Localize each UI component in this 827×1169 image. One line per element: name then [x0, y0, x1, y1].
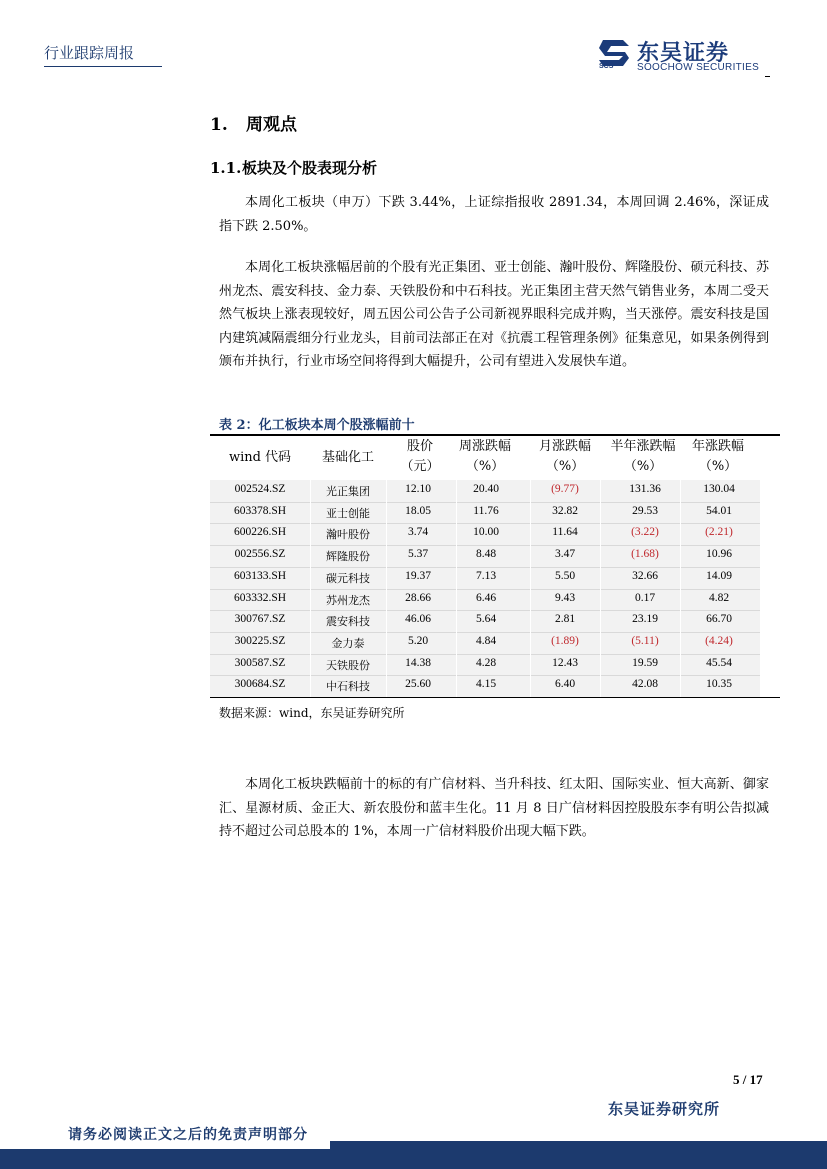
table-cell: 66.70: [706, 613, 732, 626]
table-cell: 金力泰: [331, 636, 365, 650]
table-cell: 4.84: [475, 634, 497, 647]
table-cell: 19.37: [405, 569, 431, 582]
table-cell: 603378.SH: [233, 504, 287, 517]
table-cell: 6.46: [475, 591, 497, 604]
header-dash: [765, 76, 770, 77]
header-name: 基础化工: [321, 450, 374, 465]
table-cell: 20.40: [473, 483, 499, 495]
table-row: [210, 632, 780, 654]
table-row: [210, 567, 780, 589]
table-cell: 8.48: [475, 548, 497, 561]
table-caption: 表 2：化工板块本周个股涨幅前十: [219, 418, 415, 433]
table-cell: 天铁股份: [326, 658, 370, 672]
table-cell: 瀚叶股份: [326, 528, 370, 542]
table-cell: (2.21): [705, 526, 733, 539]
table-cell: (5.11): [631, 634, 659, 647]
section-title: 周观点: [246, 115, 297, 135]
table-cell: 4.82: [708, 591, 730, 604]
header-code: wind 代码: [228, 450, 292, 465]
table-cell: 光正集团: [326, 485, 370, 498]
table-cell: 0.17: [634, 591, 656, 604]
table-cell: 603332.SH: [233, 591, 287, 604]
paragraph-market-summary: 本周化工板块（申万）下跌 3.44%，上证综指报收 2891.34，本周回调 2.46%，深证成指下跌 2.50%。: [219, 195, 769, 234]
table-cell: 300767.SZ: [234, 613, 286, 626]
table-cell: 震安科技: [326, 615, 370, 629]
table-cell: (1.68): [631, 548, 659, 561]
table-cell: 23.19: [632, 613, 658, 626]
paragraph-top-losers: 本周化工板块跌幅前十的标的有广信材料、当升科技、红太阳、国际实业、恒大高新、御家汇、星源材质、金正大、新农股份和蓝丰生化。11 月 8 日广信材料因控股股东李有明公告拟减持不超过公司总股本的 1%，本周一广信材料股价出现大幅下跌。: [219, 777, 769, 839]
header-halfyear: 半年涨跌幅（%）: [610, 439, 676, 474]
header-year: 年涨跌幅（%）: [691, 439, 744, 474]
table-cell: 苏州龙杰: [326, 593, 370, 607]
table-cell: 10.96: [706, 548, 732, 561]
section-heading: [210, 110, 297, 135]
table-cell: 14.09: [706, 569, 732, 582]
subsection-title: 板块及个股表现分析: [242, 159, 378, 177]
paragraph-top-gainers: 本周化工板块涨幅居前的个股有光正集团、亚士创能、瀚叶股份、辉隆股份、硕元科技、苏州龙杰、震安科技、金力泰、天铁股份和中石科技。光正集团主营天然气销售业务，本周二受天然气板块上涨表现较好，周五因公司公告子公司新视界眼科完成并购，当天涨停。震安科技是国内建筑减隔震细分行业龙头，目前司法部正在对《抗震工程管理条例》征集意见，如果条例得到颁布并执行，行业市场空间将得到大幅提升，公司有望进入发展快车道。: [219, 260, 769, 369]
header-underline: [44, 66, 162, 67]
table-cell: 32.66: [632, 569, 658, 582]
table-cell: 9.43: [554, 591, 576, 604]
table-cell: (1.89): [551, 634, 579, 647]
table-cell: 5.37: [407, 548, 429, 561]
table-cell: 29.53: [632, 504, 658, 517]
table-cell: 131.36: [629, 483, 661, 495]
column-divider: [600, 480, 601, 697]
table-cell: (9.77): [551, 483, 579, 495]
table-row: [210, 545, 780, 567]
section-number: 1.: [210, 115, 228, 135]
row-divider: [210, 567, 760, 568]
table-cell: 45.54: [706, 656, 732, 669]
table-cell: 600226.SH: [233, 526, 287, 539]
table-cell: 4.15: [475, 678, 497, 691]
row-divider: [210, 654, 760, 655]
table-cell: 300225.SZ: [234, 634, 286, 647]
table-cell: 5.20: [407, 634, 429, 647]
brand-name-cn: 东吴证券: [637, 41, 730, 66]
table-cell: 32.82: [552, 504, 578, 517]
table-cell: (3.22): [631, 526, 659, 539]
column-divider: [386, 480, 387, 697]
table-cell: (4.24): [705, 634, 733, 647]
column-divider: [680, 480, 681, 697]
table-cell: 002556.SZ: [234, 548, 286, 561]
page-number: 5 / 17: [733, 1072, 763, 1087]
table-top-rule: [210, 434, 780, 436]
table-cell: 14.38: [405, 656, 431, 669]
report-type: 行业跟踪周报: [44, 44, 135, 62]
row-divider: [210, 632, 760, 633]
table-cell: 6.40: [554, 678, 576, 691]
table-row: [210, 589, 780, 611]
table-cell: 亚士创能: [326, 506, 370, 520]
table-cell: 19.59: [632, 656, 658, 669]
column-divider: [310, 480, 311, 697]
brand-mark-text: SCS: [599, 63, 614, 70]
table-row: [210, 480, 780, 502]
table-cell: 12.10: [405, 483, 431, 495]
table-cell: 10.35: [706, 678, 732, 691]
table-cell: 11.64: [552, 526, 578, 539]
column-divider: [530, 480, 531, 697]
table-bottom-rule: [210, 697, 780, 698]
row-divider: [210, 545, 760, 546]
table-cell: 18.05: [405, 504, 431, 517]
row-divider: [210, 523, 760, 524]
column-divider: [456, 480, 457, 697]
table-cell: 7.13: [475, 569, 497, 582]
row-divider: [210, 589, 760, 590]
table-cell: 11.76: [473, 504, 499, 517]
table-cell: 2.81: [554, 613, 576, 626]
table-cell: 603133.SH: [233, 569, 287, 582]
disclaimer-text: 请务必阅读正文之后的免责声明部分: [68, 1127, 308, 1143]
table-cell: 002524.SZ: [234, 483, 286, 495]
table-cell: 4.28: [475, 656, 497, 669]
table-cell: 46.06: [405, 613, 431, 626]
table-cell: 碳元科技: [326, 571, 370, 585]
brand-name-en: SOOCHOW SECURITIES: [637, 62, 760, 73]
table-cell: 54.01: [706, 504, 732, 517]
table-cell: 辉隆股份: [326, 550, 370, 564]
subsection-heading: [210, 157, 377, 178]
table-cell: 12.43: [552, 656, 578, 669]
table-cell: 300684.SZ: [234, 678, 286, 691]
institute-name: 东吴证券研究所: [608, 1100, 721, 1118]
table-header: [210, 437, 780, 479]
row-divider: [210, 675, 760, 676]
table-cell: 25.60: [405, 678, 431, 691]
table-cell: 300587.SZ: [234, 656, 286, 669]
table-cell: 5.64: [475, 613, 497, 626]
table-cell: 5.50: [554, 569, 576, 582]
row-divider: [210, 502, 760, 503]
table-row: [210, 654, 780, 676]
table-cell: 130.04: [703, 483, 735, 495]
subsection-number: 1.1.: [210, 159, 242, 177]
table-source: 数据来源：wind，东吴证券研究所: [219, 706, 405, 720]
table-cell: 中石科技: [326, 680, 370, 694]
brand-logo: [597, 36, 767, 76]
header-month: 月涨跌幅（%）: [538, 439, 591, 474]
table-cell: 28.66: [405, 591, 431, 604]
table-cell: 10.00: [473, 526, 499, 539]
table-row: [210, 675, 780, 697]
header-price: 股价（元）: [400, 439, 440, 474]
table-row: [210, 523, 780, 545]
table-row: [210, 502, 780, 524]
table-row: [210, 610, 780, 632]
row-divider: [210, 610, 760, 611]
table-cell: 42.08: [632, 678, 658, 691]
table-cell: 3.47: [554, 548, 576, 561]
table-cell: 3.74: [407, 526, 429, 539]
header-week: 周涨跌幅（%）: [458, 439, 511, 474]
